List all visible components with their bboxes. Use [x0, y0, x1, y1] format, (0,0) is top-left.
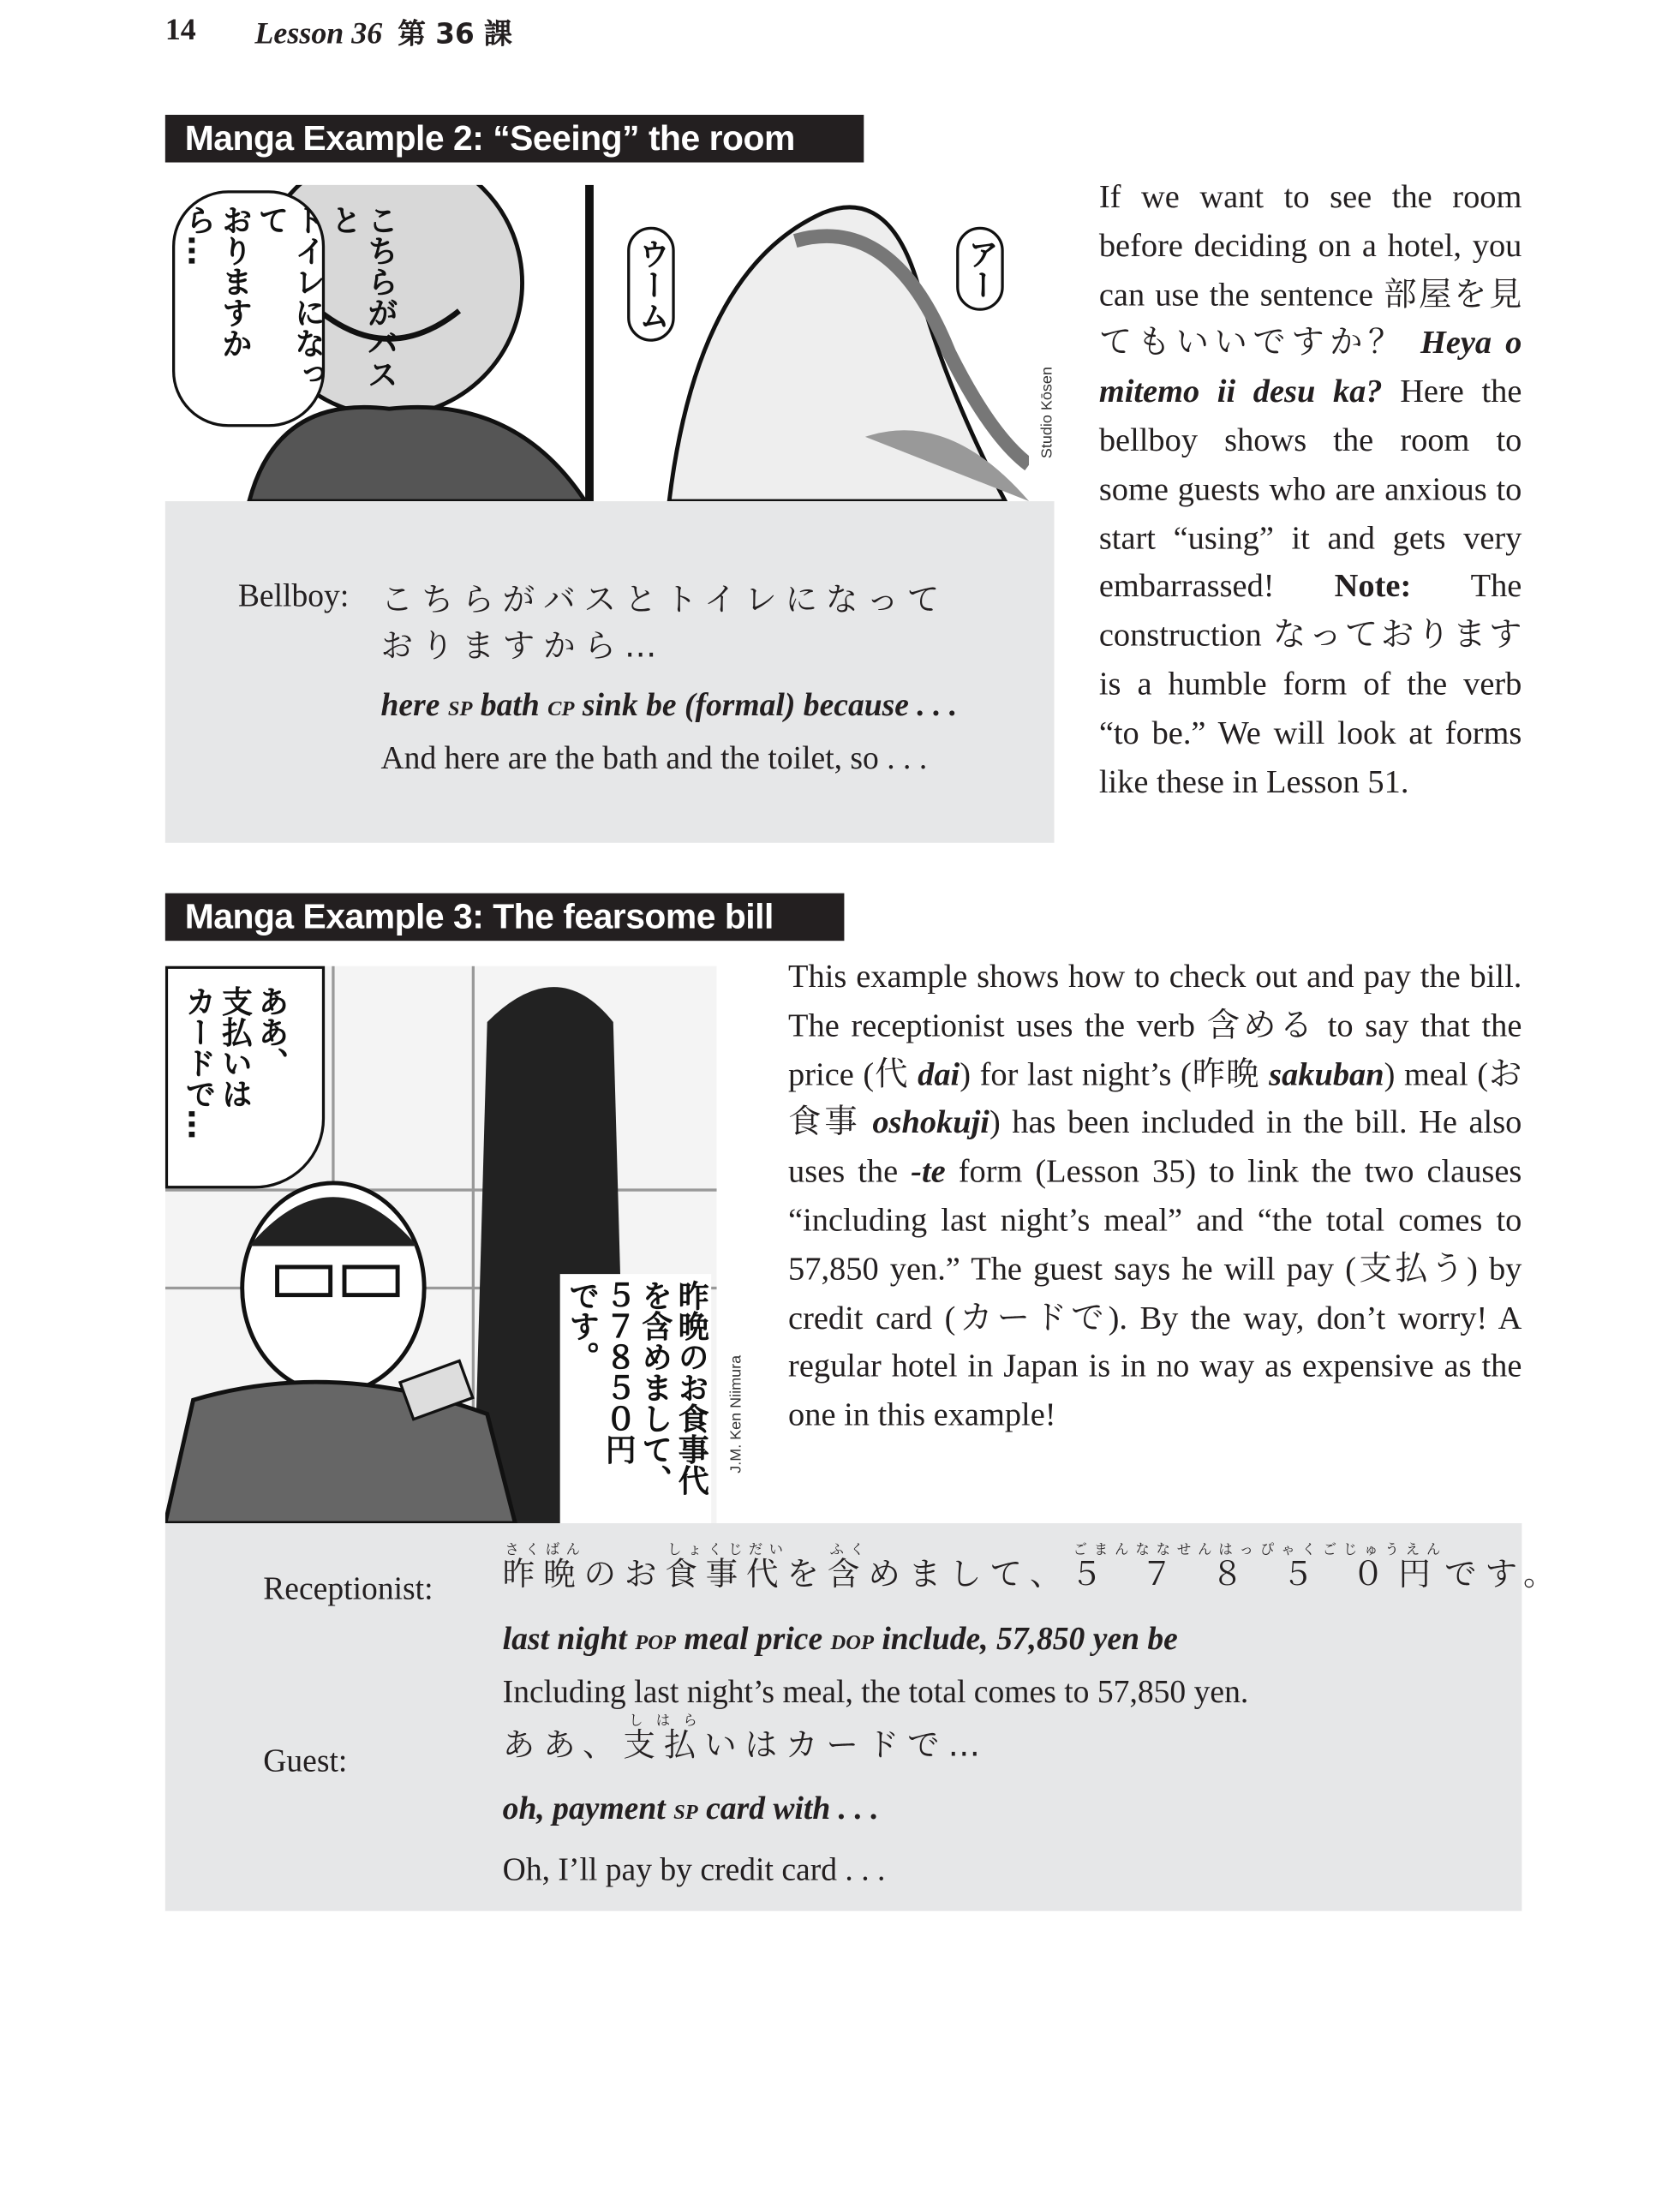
japanese-line: こちらがバスとトイレになって おりますから…: [380, 582, 948, 666]
gloss-line-guest: oh, payment sp card with . . .: [502, 1790, 879, 1826]
translation-line-receptionist: Including last night’s meal, the total comes to 57,850 yen.: [502, 1674, 1249, 1710]
dialogue-box-example-2: [165, 501, 1055, 843]
speaker-label-receptionist: Receptionist:: [263, 1570, 433, 1606]
gloss-line-receptionist: last night pop meal price dop include, 57,850 yen be: [502, 1621, 1178, 1657]
bubble-text-guest: ああ、 支払いは カードで…: [180, 985, 289, 1140]
section-heading-example-2: Manga Example 2: “Seeing” the room: [165, 115, 864, 163]
section-heading-example-3: Manga Example 3: The fearsome bill: [165, 894, 845, 942]
image-credit: Studio Kōsen: [1038, 367, 1056, 459]
japanese-line-guest: ああ、支払しはらいはカードで…: [502, 1713, 989, 1765]
manga-panel-bellboy: [165, 185, 1029, 501]
japanese-line-receptionist: 昨晩さくばんのお食事代しょくじだいを含ふくめまして、５ ７ ８ ５ ０円ごまんななせんはっぴゃくごじゅうえんです。: [502, 1542, 1564, 1593]
running-header: [254, 11, 511, 51]
speaker-label-guest: Guest:: [263, 1743, 348, 1779]
image-credit: J.M. Ken Niimura: [727, 1354, 745, 1474]
bubble-text-receptionist: 昨晩のお食事代 を含めまして、 ５７８５０円 です。: [560, 1274, 711, 1523]
explanation-paragraph-example-2: If we want to see the room before deciding on a hotel, you can use the sentence 部屋を見てもいいですか？ Heya o mitemo ii desu ka? Here the bellboy shows the room to some guests who are anxious to start “using” it and gets very embarrassed! Note: The construction なっております is a humble form of the verb “to be.” We will look at forms like these in Lesson 51.: [1098, 179, 1522, 801]
translation-line: And here are the bath and the toilet, so . . .: [380, 740, 928, 776]
bubble-text-aa: アー: [956, 227, 1004, 311]
page-number: 14: [164, 11, 196, 46]
dialogue-box-example-3: [165, 1523, 1564, 1911]
lesson-label: Lesson 36: [254, 15, 383, 51]
lesson-kanji: 第 36 課: [398, 16, 512, 51]
bubble-text-umu: ウーム: [627, 227, 675, 342]
speaker-label: Bellboy:: [237, 577, 350, 613]
translation-line-guest: Oh, I’ll pay by credit card . . .: [502, 1852, 886, 1887]
manga-panel-receptionist: [165, 966, 717, 1523]
gloss-line: here sp bath cp sink be (formal) because . . .: [380, 687, 958, 723]
bubble-text: こちらがバスと トイレになって おりますから…: [180, 204, 398, 390]
explanation-paragraph-example-3: This example shows how to check out and pay the bill. The receptionist uses the verb 含める to say that the price (代 dai) for last night’s (昨晩 sakuban) meal (お食事 oshokuji) has been included in the bill. He also uses the -te form (Lesson 35) to link the two clauses “including last night’s meal” and “the total comes to 57,850 yen.” The guest says he will pay (支払う) by credit card (カードで). By the way, don’t worry! A regular hotel in Japan is in no way as expensive as the one in this example!: [788, 959, 1522, 1434]
